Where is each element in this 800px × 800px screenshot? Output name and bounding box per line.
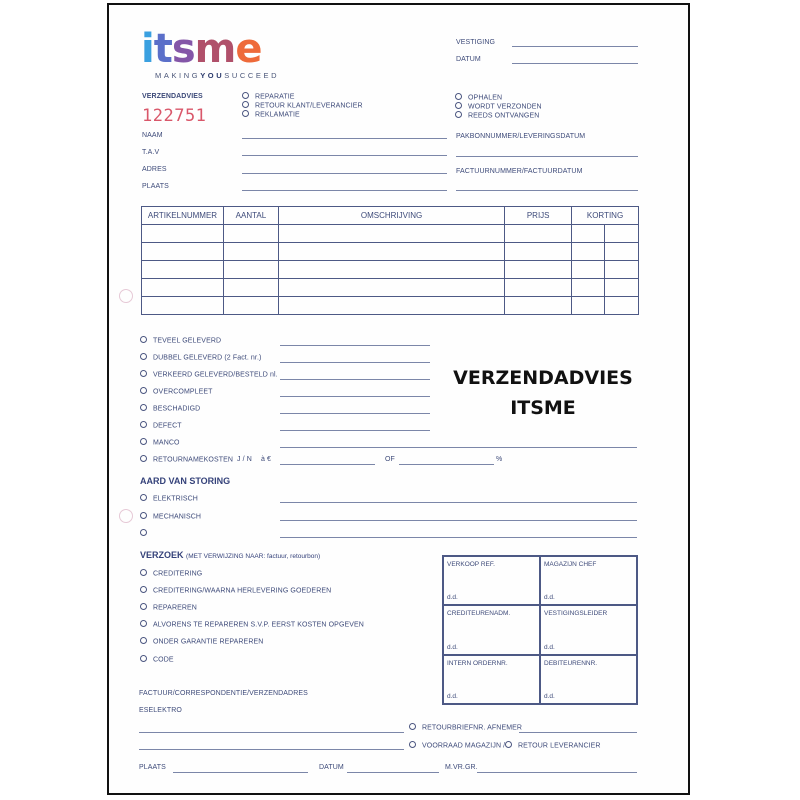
storing-other[interactable] [140,530,153,537]
table-cell[interactable] [223,261,278,279]
option-label: CODE [153,656,174,664]
storing-title: AARD VAN STORING [140,476,231,486]
logo-letter: s [171,26,195,72]
reason-retournamekosten[interactable] [140,456,233,463]
table-cell[interactable] [278,279,504,297]
signature-grid [442,555,638,705]
storing-elektrisch-field[interactable] [280,502,637,503]
option-label: REKLAMATIE [255,111,300,119]
sig-debiteurennr[interactable] [540,655,637,704]
verzoek-garantie[interactable] [140,638,263,645]
address-line-1[interactable] [139,732,404,733]
reason-verkeerd[interactable] [140,371,278,378]
form-type-label: VERZENDADVIES [142,93,203,100]
table-cell[interactable] [505,243,572,261]
storing-mechanisch-field[interactable] [280,520,637,521]
of-label: OF [385,456,395,463]
col-prijs: PRIJS [505,207,572,225]
euro-amount-field[interactable] [280,464,375,465]
radio-circle[interactable] [140,438,147,445]
radio-circle[interactable] [140,455,147,462]
reason-overcompleet-field[interactable] [280,396,430,397]
radio-circle[interactable] [455,93,462,100]
plaats-footer-label: PLAATS [139,764,166,771]
option-label: WORDT VERZONDEN [468,103,542,111]
verzoek-kosten-opgeven[interactable] [140,621,364,628]
tagline-bold: YOU [200,71,225,80]
table-cell[interactable] [605,279,639,297]
radio-circle[interactable] [409,741,416,748]
table-cell[interactable] [278,243,504,261]
table-cell[interactable] [605,297,639,315]
document-title [429,363,657,423]
radio-circle[interactable] [242,101,249,108]
retourbrief-field[interactable] [519,732,637,733]
verzoek-creditering[interactable] [140,570,202,577]
table-cell[interactable] [278,225,504,243]
logo-tagline [155,71,279,80]
option-label: REEDS ONTVANGEN [468,112,540,120]
cell-title: VESTIGINGSLEIDER [544,610,608,618]
col-korting: KORTING [572,207,639,225]
tav-field[interactable] [242,155,447,156]
cell-dd: d.d. [447,643,458,651]
table-cell[interactable] [142,279,224,297]
address-line-2[interactable] [139,749,404,750]
datum-footer-label: DATUM [319,764,344,771]
tagline-part: MAKING [155,71,201,80]
table-cell[interactable] [505,225,572,243]
verzoek-title [140,550,320,560]
option-label: BESCHADIGD [153,405,201,413]
table-header-row [142,207,639,225]
storing-other-field[interactable] [280,537,637,538]
type-option-reparatie[interactable] [242,93,295,100]
radio-circle[interactable] [140,387,147,394]
reason-defect-field[interactable] [280,430,430,431]
logo-letter: t [153,26,172,72]
pakbon-field[interactable] [456,156,638,157]
reason-overcompleet[interactable] [140,388,213,395]
radio-circle[interactable] [140,494,147,501]
option-label: REPAREREN [153,604,197,612]
option-label: ALVORENS TE REPAREREN S.V.P. EERST KOSTEN OPGEVEN [153,621,364,629]
retour-leverancier-option[interactable] [505,742,601,749]
cell-title: VERKOOP REF. [447,561,495,568]
title-line-1: VERZENDADVIES [453,367,633,389]
cell-dd: d.d. [544,692,555,700]
reason-beschadigd-field[interactable] [280,413,430,414]
radio-circle[interactable] [242,92,249,99]
jn-label: J / N [237,456,252,463]
cell-title: INTERN ORDERNR. [447,659,508,667]
option-label: OPHALEN [468,94,503,102]
table-cell[interactable] [505,279,572,297]
verzoek-subtitle: (MET VERWIJZING NAAR: factuur, retourbon) [186,553,321,560]
logo-letter: e [235,26,262,72]
option-label: ONDER GARANTIE REPAREREN [153,638,264,646]
radio-circle[interactable] [140,586,147,593]
table-cell[interactable] [605,225,639,243]
radio-circle[interactable] [242,110,249,117]
table-cell[interactable] [223,297,278,315]
sig-magazijn-chef[interactable] [540,556,637,605]
radio-circle[interactable] [409,723,416,730]
radio-circle[interactable] [455,111,462,118]
table-cell[interactable] [278,261,504,279]
sig-intern-ordernr[interactable] [443,655,540,704]
reason-manco[interactable] [140,439,180,446]
document-number: 122751 [142,106,207,126]
table-cell[interactable] [572,297,605,315]
reason-beschadigd[interactable] [140,405,200,412]
radio-circle[interactable] [140,637,147,644]
option-label: REPARATIE [255,93,295,101]
option-label: RETOUR KLANT/LEVERANCIER [255,102,363,110]
option-label: DUBBEL GELEVERD (2 Fact. nr.) [153,354,262,362]
cell-title: MAGAZIJN CHEF [544,561,597,568]
radio-circle[interactable] [140,353,147,360]
reason-dubbel-field[interactable] [280,362,430,363]
radio-circle[interactable] [140,620,147,627]
table-row [142,279,639,297]
adres-label: ADRES [142,166,167,173]
naam-field[interactable] [242,138,447,139]
option-label: TEVEEL GELEVERD [153,337,222,345]
logo-letter: i [141,26,154,72]
sig-verkoop-ref[interactable] [443,556,540,605]
col-omschrijving: OMSCHRIJVING [278,207,504,225]
table-cell[interactable] [605,243,639,261]
address-label: FACTUUR/CORRESPONDENTIE/VERZENDADRES [139,690,308,697]
reason-dubbel[interactable] [140,354,261,361]
plaats-label: PLAATS [142,183,169,190]
table-cell[interactable] [278,297,504,315]
percent-label: % [496,456,503,463]
table-cell[interactable] [142,261,224,279]
factuur-label: FACTUURNUMMER/FACTUURDATUM [456,168,583,175]
vestiging-label: VESTIGING [456,39,496,46]
cell-dd: d.d. [447,594,458,602]
plaats-footer-field[interactable] [173,772,308,773]
datum-footer-field[interactable] [347,772,439,773]
reason-manco-field[interactable] [280,447,637,448]
option-label: VERKEERD GELEVERD/BESTELD nl. [153,371,278,379]
punch-hole [119,289,133,303]
table-row [142,225,639,243]
option-label: OVERCOMPLEET [153,388,213,396]
option-label: RETOUR LEVERANCIER [518,742,601,750]
table-cell[interactable] [572,243,605,261]
naam-label: NAAM [142,132,163,139]
type-option-reklamatie[interactable] [242,111,300,118]
verzoek-title-text: VERZOEK [140,550,184,560]
radio-circle[interactable] [140,336,147,343]
adres-field[interactable] [242,173,447,174]
form-sheet [107,3,690,795]
items-table [141,206,639,315]
cell-dd: d.d. [447,692,458,700]
table-cell[interactable] [605,261,639,279]
delivery-option-ontvangen[interactable] [455,112,539,119]
delivery-option-verzonden[interactable] [455,103,542,110]
reason-teveel-field[interactable] [280,345,430,346]
euro-label: à € [261,456,272,463]
table-cell[interactable] [142,225,224,243]
title-line-2: ITSME [510,397,576,419]
option-label: CREDITERING [153,570,203,578]
pakbon-label: PAKBONNUMMER/LEVERINGSDATUM [456,133,586,140]
cell-dd: d.d. [544,643,555,651]
table-row [142,297,639,315]
table-cell[interactable] [572,279,605,297]
option-label: CREDITERING/WAARNA HERLEVERING GOEDEREN [153,587,332,595]
table-row [142,261,639,279]
plaats-field[interactable] [242,190,447,191]
radio-circle[interactable] [140,512,147,519]
table-cell[interactable] [572,261,605,279]
itsme-logo [141,26,262,72]
delivery-option-ophalen[interactable] [455,94,502,101]
option-label: DEFECT [153,422,182,430]
table-cell[interactable] [572,225,605,243]
storing-mechanisch[interactable] [140,513,201,520]
mvrgr-field[interactable] [477,772,637,773]
storing-elektrisch[interactable] [140,495,198,502]
radio-circle[interactable] [140,421,147,428]
sig-vestigingsleider[interactable] [540,605,637,654]
retourbrief-option[interactable] [409,724,522,731]
vestiging-field[interactable] [512,46,638,47]
verzoek-code[interactable] [140,656,174,663]
reason-verkeerd-field[interactable] [280,379,430,380]
radio-circle[interactable] [140,603,147,610]
col-artikelnummer: ARTIKELNUMMER [142,207,224,225]
datum-field[interactable] [512,63,638,64]
cell-title: CREDITEURENADM. [447,610,511,618]
table-cell[interactable] [142,297,224,315]
radio-circle[interactable] [505,741,512,748]
voorraad-option[interactable] [409,742,505,749]
percent-field[interactable] [399,464,494,465]
tagline-part: SUCCEED [224,71,280,80]
punch-hole [119,509,133,523]
option-label: ELEKTRISCH [153,495,198,503]
col-aantal: AANTAL [223,207,278,225]
table-cell[interactable] [223,279,278,297]
cell-title: DEBITEURENNR. [544,659,598,667]
sig-crediteurenadm[interactable] [443,605,540,654]
option-label: RETOURBRIEFNR. AFNEMER [422,724,523,732]
radio-circle[interactable] [455,102,462,109]
verzoek-repareren[interactable] [140,604,197,611]
logo-letter: m [194,26,236,72]
tav-label: T.A.V [142,149,160,156]
table-row [142,243,639,261]
radio-circle[interactable] [140,370,147,377]
table-cell[interactable] [223,243,278,261]
option-label: MECHANISCH [153,513,202,521]
verzoek-herlevering[interactable] [140,587,331,594]
mvrgr-label: M.VR.GR. [445,764,478,771]
table-cell[interactable] [505,261,572,279]
radio-circle[interactable] [140,529,147,536]
reason-teveel[interactable] [140,337,221,344]
table-cell[interactable] [505,297,572,315]
option-label: VOORRAAD MAGAZIJN / [422,742,506,750]
cell-dd: d.d. [544,594,555,602]
table-cell[interactable] [142,243,224,261]
radio-circle[interactable] [140,655,147,662]
table-cell[interactable] [223,225,278,243]
radio-circle[interactable] [140,404,147,411]
option-label: RETOURNAMEKOSTEN [153,456,234,464]
company-name: ESELEKTRO [139,707,182,714]
factuur-field[interactable] [456,190,638,191]
reason-defect[interactable] [140,422,182,429]
option-label: MANCO [153,439,180,447]
datum-label: DATUM [456,56,481,63]
radio-circle[interactable] [140,569,147,576]
type-option-retour[interactable] [242,102,363,109]
